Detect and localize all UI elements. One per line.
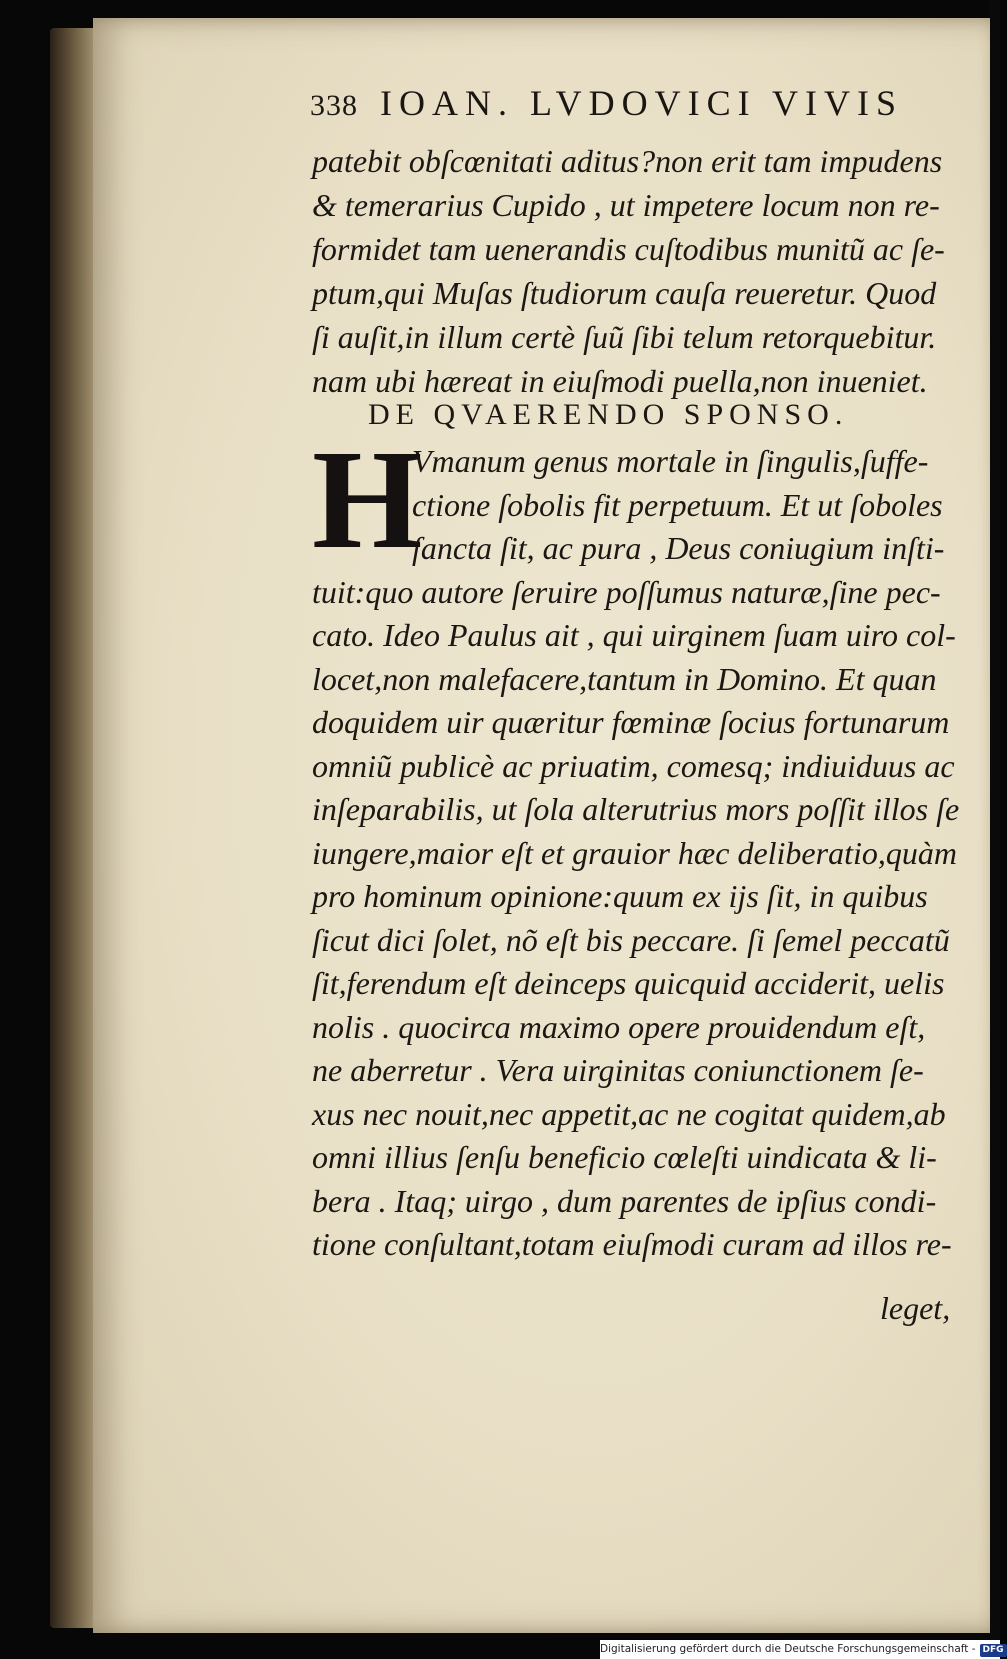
text-line: tuit:quo autore ſeruire poſſumus naturæ,ſine pec- <box>312 573 941 610</box>
text-line: pro hominum opinione:quum ex ijs ſit, in quibus <box>312 878 928 914</box>
text-line: doquidem uir quæritur fœminæ ſocius fortunarum <box>312 704 950 740</box>
digitization-footer <box>600 1640 1004 1659</box>
section-body <box>312 420 972 1267</box>
text-line: locet,non malefacere,tantum in Domino. Et quan <box>312 660 937 697</box>
text-line: nam ubi hæreat in eiuſmodi puella,non inueniet. <box>312 362 928 399</box>
section-heading: DE QVAERENDO SPONSO. <box>368 398 849 431</box>
running-title: IOAN. LVDOVICI VIVIS <box>380 83 903 123</box>
text-line: omniũ publicè ac priuatim, comesq; indiuiduus ac <box>312 747 955 784</box>
text-line: patebit obſcœnitati aditus?non erit tam impudens <box>312 143 943 179</box>
text-line: iungere,maior eſt et grauior hæc deliberatio,quàm <box>312 834 957 871</box>
dropcap-initial: H <box>312 420 423 578</box>
text-line: xus nec nouit,nec appetit,ac ne cogitat quidem,ab <box>312 1095 946 1132</box>
text-line: formidet tam uenerandis cuſtodibus munitũ ac ſe- <box>312 230 945 267</box>
text-line: bera . Itaq; uirgo , dum parentes de ipſius condi- <box>312 1182 937 1219</box>
text-line: omni illius ſenſu beneficio cœleſti uindicata & li- <box>312 1139 937 1175</box>
text-line: ptum,qui Muſas ſtudiorum cauſa reueretur. Quod <box>312 274 937 311</box>
text-line: ctione ſobolis fit perpetuum. Et ut ſoboles <box>412 486 943 523</box>
text-line: ſit,ferendum eſt deinceps quicquid acciderit, uelis <box>312 965 945 1001</box>
running-header <box>310 82 910 132</box>
text-line: ſancta ſit, ac pura , Deus coniugium inſti- <box>412 530 945 566</box>
catchword: leget, <box>880 1290 951 1326</box>
scan-border-right <box>990 0 1000 1659</box>
top-paragraph <box>312 140 972 403</box>
dfg-logo: DFG <box>980 1644 1007 1657</box>
text-line: ſicut dici ſolet, nõ eſt bis peccare. ſi ſemel peccatũ <box>312 921 950 958</box>
text-line: ne aberretur . Vera uirginitas coniunctionem ſe- <box>312 1052 924 1088</box>
text-line: cato. Ideo Paulus ait , qui uirginem ſuam uiro col- <box>312 617 956 653</box>
footer-credit-text: Digitalisierung gefördert durch die Deutsche Forschungsgemeinschaft - <box>600 1643 976 1655</box>
text-line: ſi auſit,in illum certè ſuũ ſibi telum retorquebitur. <box>312 318 937 355</box>
page-number: 338 <box>310 89 358 122</box>
text-line: inſeparabilis, ut ſola alterutrius mors poſſit illos ſe <box>312 791 960 827</box>
text-line: & temerarius Cupido , ut impetere locum non re- <box>312 186 940 223</box>
text-line: nolis . quocirca maximo opere prouidendum eſt, <box>312 1008 926 1045</box>
text-line: Vmanum genus mortale in ſingulis,ſuffe- <box>412 443 929 479</box>
text-line: tione conſultant,totam eiuſmodi curam ad illos re- <box>312 1226 952 1262</box>
